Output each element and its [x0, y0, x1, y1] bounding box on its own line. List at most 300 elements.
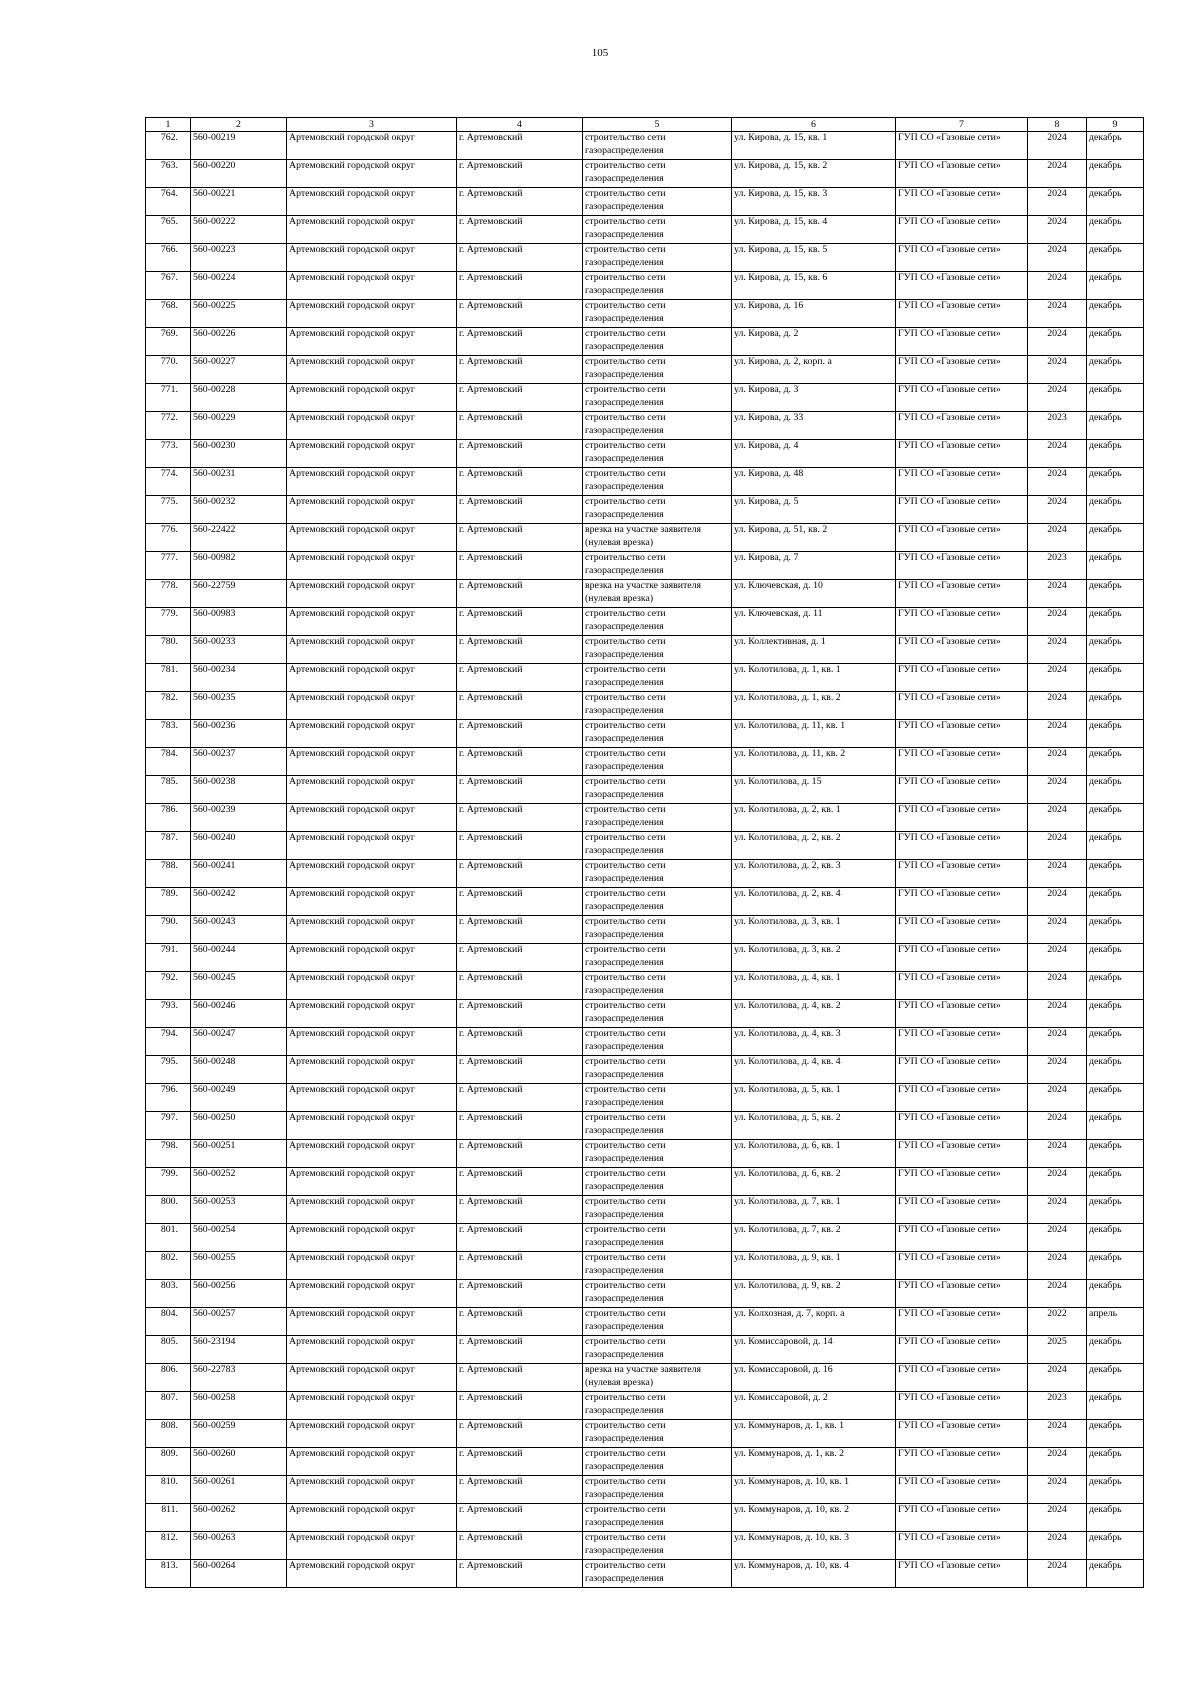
cell-row-number: 791.	[146, 944, 191, 972]
cell-year: 2024	[1028, 188, 1087, 216]
cell-month: декабрь	[1087, 1252, 1144, 1280]
cell-month: декабрь	[1087, 916, 1144, 944]
table-row	[146, 1560, 1144, 1588]
table-row	[146, 1364, 1144, 1392]
cell-address: ул. Кирова, д. 33	[732, 412, 896, 440]
cell-locality: г. Артемовский	[457, 1560, 583, 1588]
cell-municipality: Артемовский городской округ	[287, 608, 457, 636]
cell-object-code: 560-22783	[191, 1364, 287, 1392]
cell-work-type: строительство сети газораспределения	[583, 188, 732, 216]
cell-month: апрель	[1087, 1308, 1144, 1336]
cell-month: декабрь	[1087, 776, 1144, 804]
cell-month: декабрь	[1087, 300, 1144, 328]
table-row	[146, 1308, 1144, 1336]
cell-address: ул. Колотилова, д. 4, кв. 3	[732, 1028, 896, 1056]
cell-work-type: строительство сети газораспределения	[583, 384, 732, 412]
cell-month: декабрь	[1087, 860, 1144, 888]
cell-work-type: строительство сети газораспределения	[583, 1476, 732, 1504]
cell-row-number: 806.	[146, 1364, 191, 1392]
cell-year: 2024	[1028, 1140, 1087, 1168]
table-row	[146, 300, 1144, 328]
cell-object-code: 560-00236	[191, 720, 287, 748]
table-row	[146, 972, 1144, 1000]
cell-row-number: 794.	[146, 1028, 191, 1056]
cell-month: декабрь	[1087, 636, 1144, 664]
cell-month: декабрь	[1087, 608, 1144, 636]
cell-object-code: 560-00259	[191, 1420, 287, 1448]
cell-operator: ГУП СО «Газовые сети»	[896, 944, 1028, 972]
cell-year: 2024	[1028, 496, 1087, 524]
table-row	[146, 720, 1144, 748]
cell-municipality: Артемовский городской округ	[287, 188, 457, 216]
cell-locality: г. Артемовский	[457, 1364, 583, 1392]
cell-municipality: Артемовский городской округ	[287, 1504, 457, 1532]
cell-address: ул. Колотилова, д. 9, кв. 2	[732, 1280, 896, 1308]
cell-locality: г. Артемовский	[457, 860, 583, 888]
cell-row-number: 796.	[146, 1084, 191, 1112]
cell-row-number: 810.	[146, 1476, 191, 1504]
cell-object-code: 560-00257	[191, 1308, 287, 1336]
cell-municipality: Артемовский городской округ	[287, 552, 457, 580]
cell-municipality: Артемовский городской округ	[287, 412, 457, 440]
cell-object-code: 560-00229	[191, 412, 287, 440]
cell-operator: ГУП СО «Газовые сети»	[896, 440, 1028, 468]
cell-municipality: Артемовский городской округ	[287, 244, 457, 272]
cell-municipality: Артемовский городской округ	[287, 468, 457, 496]
cell-year: 2024	[1028, 776, 1087, 804]
cell-locality: г. Артемовский	[457, 1140, 583, 1168]
cell-month: декабрь	[1087, 188, 1144, 216]
cell-month: декабрь	[1087, 1504, 1144, 1532]
cell-locality: г. Артемовский	[457, 1392, 583, 1420]
cell-year: 2024	[1028, 524, 1087, 552]
cell-operator: ГУП СО «Газовые сети»	[896, 916, 1028, 944]
cell-operator: ГУП СО «Газовые сети»	[896, 608, 1028, 636]
cell-month: декабрь	[1087, 552, 1144, 580]
cell-work-type: строительство сети газораспределения	[583, 804, 732, 832]
cell-address: ул. Колотилова, д. 2, кв. 2	[732, 832, 896, 860]
cell-locality: г. Артемовский	[457, 804, 583, 832]
cell-municipality: Артемовский городской округ	[287, 720, 457, 748]
cell-row-number: 802.	[146, 1252, 191, 1280]
cell-locality: г. Артемовский	[457, 608, 583, 636]
cell-month: декабрь	[1087, 944, 1144, 972]
cell-work-type: строительство сети газораспределения	[583, 1532, 732, 1560]
cell-operator: ГУП СО «Газовые сети»	[896, 1308, 1028, 1336]
table-row	[146, 1448, 1144, 1476]
cell-work-type: строительство сети газораспределения	[583, 160, 732, 188]
cell-work-type: строительство сети газораспределения	[583, 132, 732, 160]
cell-month: декабрь	[1087, 356, 1144, 384]
table-row	[146, 1392, 1144, 1420]
cell-year: 2024	[1028, 888, 1087, 916]
cell-row-number: 774.	[146, 468, 191, 496]
cell-address: ул. Коллективная, д. 1	[732, 636, 896, 664]
cell-work-type: строительство сети газораспределения	[583, 1504, 732, 1532]
cell-municipality: Артемовский городской округ	[287, 1140, 457, 1168]
cell-operator: ГУП СО «Газовые сети»	[896, 888, 1028, 916]
cell-municipality: Артемовский городской округ	[287, 804, 457, 832]
table-row	[146, 776, 1144, 804]
cell-month: декабрь	[1087, 524, 1144, 552]
cell-month: декабрь	[1087, 328, 1144, 356]
table-row	[146, 692, 1144, 720]
cell-work-type: строительство сети газораспределения	[583, 860, 732, 888]
cell-municipality: Артемовский городской округ	[287, 1112, 457, 1140]
cell-address: ул. Колотилова, д. 7, кв. 2	[732, 1224, 896, 1252]
cell-object-code: 560-00246	[191, 1000, 287, 1028]
cell-address: ул. Кирова, д. 15, кв. 2	[732, 160, 896, 188]
table-row	[146, 1028, 1144, 1056]
cell-object-code: 560-00237	[191, 748, 287, 776]
cell-operator: ГУП СО «Газовые сети»	[896, 1168, 1028, 1196]
cell-work-type: строительство сети газораспределения	[583, 636, 732, 664]
cell-locality: г. Артемовский	[457, 384, 583, 412]
cell-municipality: Артемовский городской округ	[287, 524, 457, 552]
cell-operator: ГУП СО «Газовые сети»	[896, 1280, 1028, 1308]
table-row	[146, 636, 1144, 664]
cell-municipality: Артемовский городской округ	[287, 1448, 457, 1476]
cell-locality: г. Артемовский	[457, 132, 583, 160]
cell-work-type: строительство сети газораспределения	[583, 1560, 732, 1588]
cell-object-code: 560-00258	[191, 1392, 287, 1420]
cell-row-number: 776.	[146, 524, 191, 552]
cell-address: ул. Колотилова, д. 6, кв. 1	[732, 1140, 896, 1168]
cell-operator: ГУП СО «Газовые сети»	[896, 356, 1028, 384]
cell-locality: г. Артемовский	[457, 1532, 583, 1560]
cell-address: ул. Колотилова, д. 15	[732, 776, 896, 804]
cell-work-type: строительство сети газораспределения	[583, 300, 732, 328]
cell-row-number: 778.	[146, 580, 191, 608]
cell-locality: г. Артемовский	[457, 748, 583, 776]
cell-row-number: 785.	[146, 776, 191, 804]
cell-municipality: Артемовский городской округ	[287, 216, 457, 244]
cell-work-type: строительство сети газораспределения	[583, 552, 732, 580]
cell-work-type: строительство сети газораспределения	[583, 1392, 732, 1420]
cell-operator: ГУП СО «Газовые сети»	[896, 244, 1028, 272]
cell-address: ул. Кирова, д. 48	[732, 468, 896, 496]
cell-address: ул. Колотилова, д. 1, кв. 2	[732, 692, 896, 720]
table-row	[146, 496, 1144, 524]
cell-municipality: Артемовский городской округ	[287, 888, 457, 916]
cell-row-number: 762.	[146, 132, 191, 160]
cell-row-number: 813.	[146, 1560, 191, 1588]
cell-row-number: 764.	[146, 188, 191, 216]
cell-work-type: строительство сети газораспределения	[583, 692, 732, 720]
cell-address: ул. Кирова, д. 2	[732, 328, 896, 356]
cell-work-type: строительство сети газораспределения	[583, 944, 732, 972]
cell-address: ул. Комиссаровой, д. 16	[732, 1364, 896, 1392]
cell-row-number: 767.	[146, 272, 191, 300]
cell-object-code: 560-00234	[191, 664, 287, 692]
cell-operator: ГУП СО «Газовые сети»	[896, 188, 1028, 216]
cell-locality: г. Артемовский	[457, 440, 583, 468]
table-row	[146, 356, 1144, 384]
cell-municipality: Артемовский городской округ	[287, 1252, 457, 1280]
table-row	[146, 888, 1144, 916]
cell-month: декабрь	[1087, 1364, 1144, 1392]
cell-object-code: 560-00228	[191, 384, 287, 412]
cell-row-number: 787.	[146, 832, 191, 860]
cell-object-code: 560-00263	[191, 1532, 287, 1560]
cell-month: декабрь	[1087, 1476, 1144, 1504]
table-row	[146, 1420, 1144, 1448]
cell-municipality: Артемовский городской округ	[287, 1336, 457, 1364]
cell-work-type: врезка на участке заявителя (нулевая врезка)	[583, 524, 732, 552]
cell-municipality: Артемовский городской округ	[287, 860, 457, 888]
cell-work-type: строительство сети газораспределения	[583, 664, 732, 692]
cell-year: 2024	[1028, 216, 1087, 244]
cell-object-code: 560-00221	[191, 188, 287, 216]
cell-row-number: 766.	[146, 244, 191, 272]
table-row	[146, 524, 1144, 552]
cell-locality: г. Артемовский	[457, 832, 583, 860]
cell-month: декабрь	[1087, 1140, 1144, 1168]
table-row	[146, 440, 1144, 468]
cell-municipality: Артемовский городской округ	[287, 1000, 457, 1028]
cell-row-number: 782.	[146, 692, 191, 720]
cell-year: 2024	[1028, 720, 1087, 748]
cell-address: ул. Колотилова, д. 5, кв. 2	[732, 1112, 896, 1140]
cell-operator: ГУП СО «Газовые сети»	[896, 1560, 1028, 1588]
cell-row-number: 812.	[146, 1532, 191, 1560]
cell-locality: г. Артемовский	[457, 328, 583, 356]
cell-year: 2022	[1028, 1308, 1087, 1336]
cell-year: 2024	[1028, 972, 1087, 1000]
cell-locality: г. Артемовский	[457, 300, 583, 328]
cell-address: ул. Кирова, д. 15, кв. 6	[732, 272, 896, 300]
cell-object-code: 560-00261	[191, 1476, 287, 1504]
cell-object-code: 560-00983	[191, 608, 287, 636]
cell-work-type: строительство сети газораспределения	[583, 1420, 732, 1448]
column-header: 2	[191, 118, 287, 132]
cell-row-number: 765.	[146, 216, 191, 244]
cell-operator: ГУП СО «Газовые сети»	[896, 692, 1028, 720]
cell-locality: г. Артемовский	[457, 580, 583, 608]
cell-month: декабрь	[1087, 1196, 1144, 1224]
table-row	[146, 272, 1144, 300]
cell-locality: г. Артемовский	[457, 1056, 583, 1084]
cell-month: декабрь	[1087, 440, 1144, 468]
cell-operator: ГУП СО «Газовые сети»	[896, 832, 1028, 860]
cell-row-number: 790.	[146, 916, 191, 944]
cell-operator: ГУП СО «Газовые сети»	[896, 776, 1028, 804]
cell-year: 2024	[1028, 328, 1087, 356]
cell-address: ул. Кирова, д. 15, кв. 4	[732, 216, 896, 244]
cell-locality: г. Артемовский	[457, 1476, 583, 1504]
cell-operator: ГУП СО «Газовые сети»	[896, 580, 1028, 608]
cell-year: 2024	[1028, 132, 1087, 160]
cell-year: 2024	[1028, 944, 1087, 972]
column-header: 5	[583, 118, 732, 132]
cell-address: ул. Ключевская, д. 10	[732, 580, 896, 608]
cell-municipality: Артемовский городской округ	[287, 496, 457, 524]
table-row	[146, 1000, 1144, 1028]
cell-operator: ГУП СО «Газовые сети»	[896, 412, 1028, 440]
cell-municipality: Артемовский городской округ	[287, 1392, 457, 1420]
cell-municipality: Артемовский городской округ	[287, 328, 457, 356]
cell-row-number: 805.	[146, 1336, 191, 1364]
cell-municipality: Артемовский городской округ	[287, 832, 457, 860]
cell-row-number: 804.	[146, 1308, 191, 1336]
cell-row-number: 784.	[146, 748, 191, 776]
table-row	[146, 552, 1144, 580]
page-number: 105	[591, 47, 609, 59]
cell-object-code: 560-00249	[191, 1084, 287, 1112]
cell-year: 2024	[1028, 1532, 1087, 1560]
cell-operator: ГУП СО «Газовые сети»	[896, 468, 1028, 496]
table-row	[146, 1336, 1144, 1364]
column-header: 1	[146, 118, 191, 132]
cell-month: декабрь	[1087, 1532, 1144, 1560]
cell-object-code: 560-00252	[191, 1168, 287, 1196]
table-row	[146, 804, 1144, 832]
cell-address: ул. Колотилова, д. 3, кв. 1	[732, 916, 896, 944]
cell-object-code: 560-00242	[191, 888, 287, 916]
table-row	[146, 832, 1144, 860]
table-row	[146, 1084, 1144, 1112]
cell-work-type: строительство сети газораспределения	[583, 440, 732, 468]
cell-object-code: 560-00255	[191, 1252, 287, 1280]
cell-operator: ГУП СО «Газовые сети»	[896, 1364, 1028, 1392]
cell-address: ул. Кирова, д. 15, кв. 1	[732, 132, 896, 160]
cell-municipality: Артемовский городской округ	[287, 1364, 457, 1392]
cell-locality: г. Артемовский	[457, 552, 583, 580]
cell-locality: г. Артемовский	[457, 776, 583, 804]
cell-address: ул. Кирова, д. 15, кв. 3	[732, 188, 896, 216]
cell-year: 2024	[1028, 1252, 1087, 1280]
cell-work-type: строительство сети газораспределения	[583, 1168, 732, 1196]
cell-year: 2024	[1028, 1028, 1087, 1056]
cell-operator: ГУП СО «Газовые сети»	[896, 1392, 1028, 1420]
cell-object-code: 560-00222	[191, 216, 287, 244]
cell-object-code: 560-00247	[191, 1028, 287, 1056]
cell-municipality: Артемовский городской округ	[287, 272, 457, 300]
cell-address: ул. Колотилова, д. 6, кв. 2	[732, 1168, 896, 1196]
cell-work-type: строительство сети газораспределения	[583, 1196, 732, 1224]
cell-work-type: строительство сети газораспределения	[583, 832, 732, 860]
cell-object-code: 560-00226	[191, 328, 287, 356]
table-row	[146, 1140, 1144, 1168]
cell-object-code: 560-00245	[191, 972, 287, 1000]
cell-work-type: строительство сети газораспределения	[583, 412, 732, 440]
cell-locality: г. Артемовский	[457, 1420, 583, 1448]
cell-operator: ГУП СО «Газовые сети»	[896, 1196, 1028, 1224]
cell-year: 2024	[1028, 860, 1087, 888]
cell-object-code: 560-00225	[191, 300, 287, 328]
cell-locality: г. Артемовский	[457, 916, 583, 944]
cell-operator: ГУП СО «Газовые сети»	[896, 1448, 1028, 1476]
cell-operator: ГУП СО «Газовые сети»	[896, 300, 1028, 328]
cell-address: ул. Ключевская, д. 11	[732, 608, 896, 636]
cell-address: ул. Кирова, д. 16	[732, 300, 896, 328]
cell-address: ул. Коммунаров, д. 10, кв. 4	[732, 1560, 896, 1588]
cell-locality: г. Артемовский	[457, 1000, 583, 1028]
table-row	[146, 1196, 1144, 1224]
cell-month: декабрь	[1087, 1084, 1144, 1112]
cell-locality: г. Артемовский	[457, 1504, 583, 1532]
cell-year: 2024	[1028, 160, 1087, 188]
cell-locality: г. Артемовский	[457, 356, 583, 384]
cell-year: 2024	[1028, 1168, 1087, 1196]
cell-address: ул. Колотилова, д. 1, кв. 1	[732, 664, 896, 692]
table-row	[146, 160, 1144, 188]
table-row	[146, 244, 1144, 272]
table-row	[146, 1056, 1144, 1084]
cell-locality: г. Артемовский	[457, 972, 583, 1000]
cell-month: декабрь	[1087, 888, 1144, 916]
cell-year: 2023	[1028, 552, 1087, 580]
cell-locality: г. Артемовский	[457, 636, 583, 664]
cell-row-number: 781.	[146, 664, 191, 692]
table-row	[146, 1476, 1144, 1504]
cell-operator: ГУП СО «Газовые сети»	[896, 132, 1028, 160]
table-row	[146, 1280, 1144, 1308]
cell-operator: ГУП СО «Газовые сети»	[896, 328, 1028, 356]
cell-work-type: строительство сети газораспределения	[583, 1084, 732, 1112]
cell-month: декабрь	[1087, 720, 1144, 748]
cell-row-number: 780.	[146, 636, 191, 664]
cell-object-code: 560-00254	[191, 1224, 287, 1252]
cell-operator: ГУП СО «Газовые сети»	[896, 1112, 1028, 1140]
cell-object-code: 560-23194	[191, 1336, 287, 1364]
cell-locality: г. Артемовский	[457, 720, 583, 748]
cell-work-type: строительство сети газораспределения	[583, 1448, 732, 1476]
cell-row-number: 811.	[146, 1504, 191, 1532]
cell-address: ул. Колотилова, д. 4, кв. 1	[732, 972, 896, 1000]
cell-year: 2024	[1028, 804, 1087, 832]
cell-municipality: Артемовский городской округ	[287, 1168, 457, 1196]
cell-municipality: Артемовский городской округ	[287, 300, 457, 328]
cell-year: 2024	[1028, 832, 1087, 860]
cell-operator: ГУП СО «Газовые сети»	[896, 496, 1028, 524]
table-row	[146, 1168, 1144, 1196]
cell-work-type: строительство сети газораспределения	[583, 1252, 732, 1280]
cell-operator: ГУП СО «Газовые сети»	[896, 1000, 1028, 1028]
cell-address: ул. Колотилова, д. 2, кв. 1	[732, 804, 896, 832]
cell-address: ул. Комиссаровой, д. 2	[732, 1392, 896, 1420]
cell-address: ул. Колотилова, д. 3, кв. 2	[732, 944, 896, 972]
cell-month: декабрь	[1087, 1420, 1144, 1448]
table-row	[146, 468, 1144, 496]
cell-month: декабрь	[1087, 804, 1144, 832]
cell-work-type: строительство сети газораспределения	[583, 1056, 732, 1084]
cell-operator: ГУП СО «Газовые сети»	[896, 1084, 1028, 1112]
cell-work-type: строительство сети газораспределения	[583, 272, 732, 300]
cell-object-code: 560-00232	[191, 496, 287, 524]
cell-month: декабрь	[1087, 832, 1144, 860]
cell-locality: г. Артемовский	[457, 468, 583, 496]
cell-municipality: Артемовский городской округ	[287, 748, 457, 776]
cell-address: ул. Колотилова, д. 5, кв. 1	[732, 1084, 896, 1112]
cell-month: декабрь	[1087, 1028, 1144, 1056]
cell-locality: г. Артемовский	[457, 1196, 583, 1224]
cell-month: декабрь	[1087, 1056, 1144, 1084]
cell-row-number: 775.	[146, 496, 191, 524]
cell-locality: г. Артемовский	[457, 888, 583, 916]
cell-operator: ГУП СО «Газовые сети»	[896, 1336, 1028, 1364]
cell-address: ул. Кирова, д. 5	[732, 496, 896, 524]
cell-work-type: строительство сети газораспределения	[583, 1224, 732, 1252]
cell-year: 2024	[1028, 384, 1087, 412]
cell-work-type: строительство сети газораспределения	[583, 1336, 732, 1364]
table-row	[146, 1224, 1144, 1252]
cell-row-number: 807.	[146, 1392, 191, 1420]
cell-work-type: строительство сети газораспределения	[583, 720, 732, 748]
cell-operator: ГУП СО «Газовые сети»	[896, 1252, 1028, 1280]
cell-row-number: 772.	[146, 412, 191, 440]
cell-month: декабрь	[1087, 384, 1144, 412]
